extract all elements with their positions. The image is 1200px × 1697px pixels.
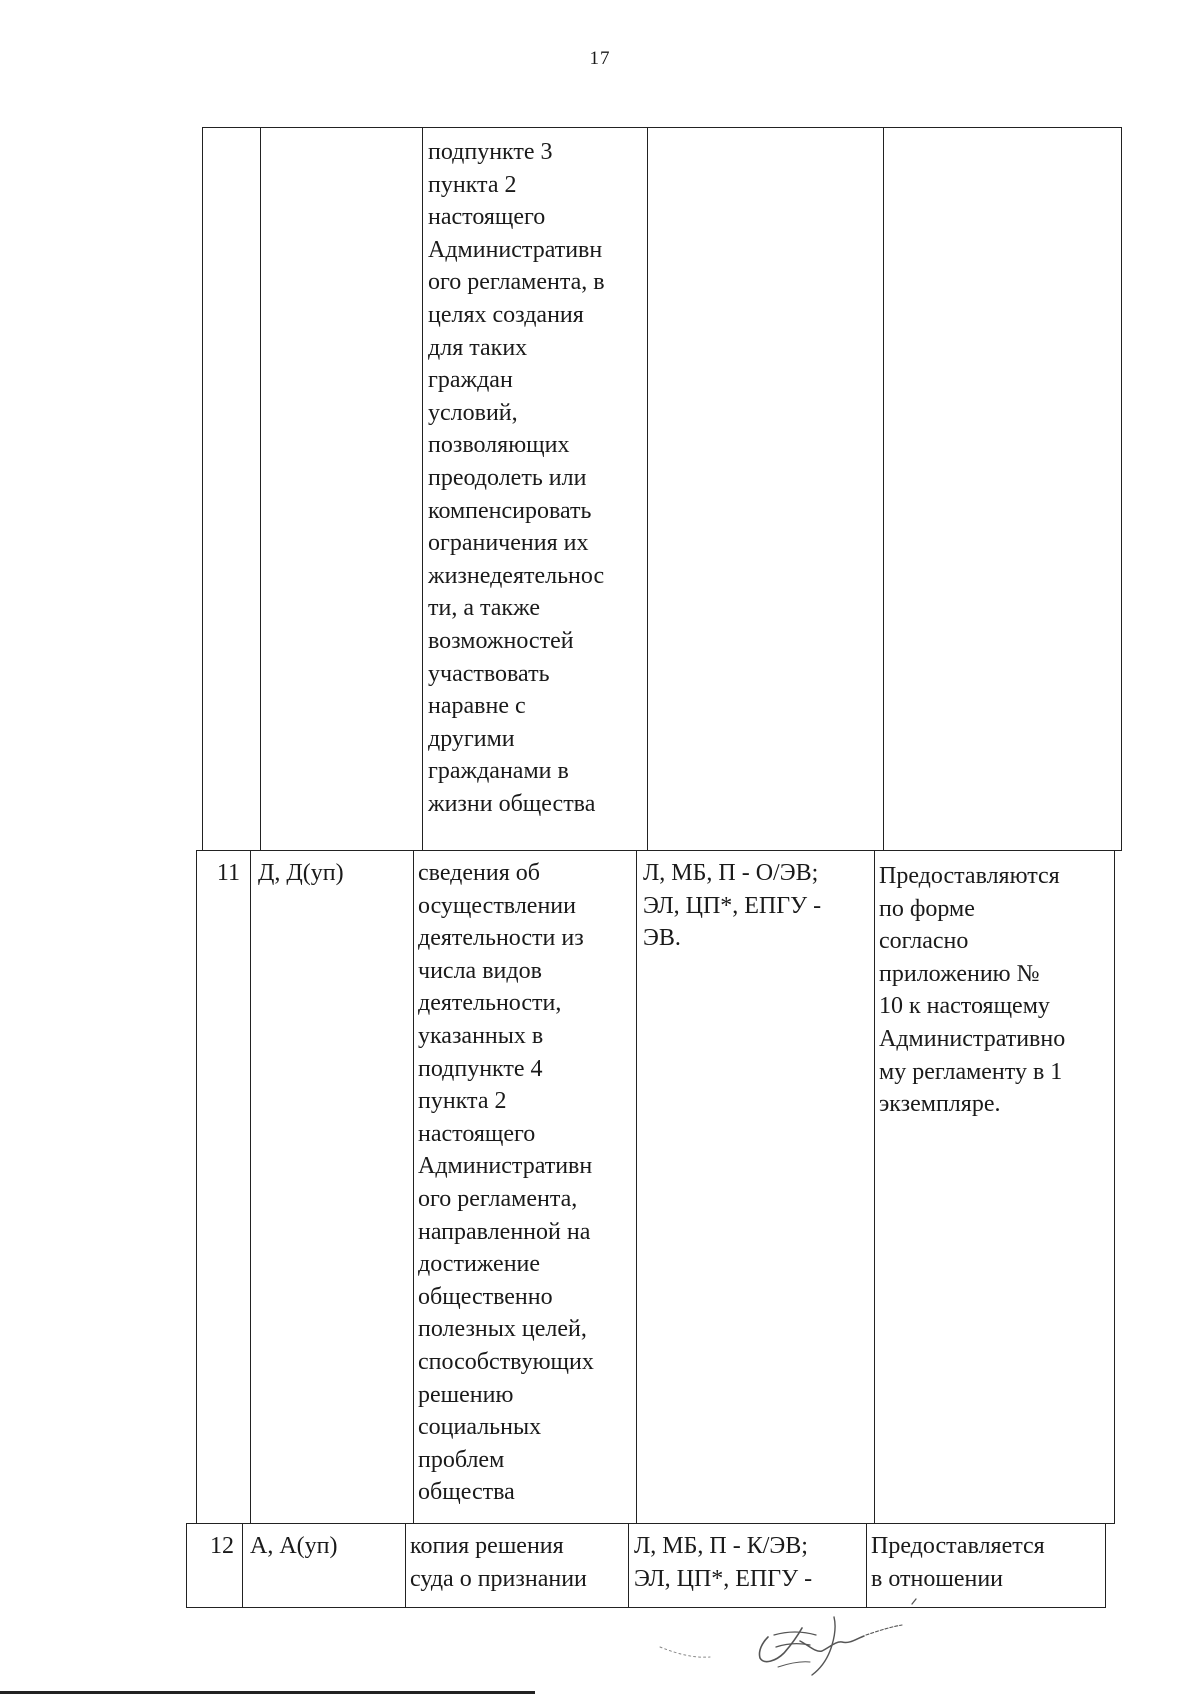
note-cell: Предоставляется в отношении	[871, 1533, 1045, 1592]
applicant-code-cell: Д, Д(уп)	[258, 860, 344, 886]
applicant-code-cell: А, А(уп)	[250, 1533, 338, 1559]
document-name-cell: копия решения суда о признании	[410, 1533, 587, 1592]
signature-mark	[650, 1595, 930, 1680]
row-number-cell: 11	[216, 860, 240, 886]
bottom-rule	[0, 1691, 535, 1694]
document-name-cell: подпункте 3 пункта 2 настоящего Административн ого регламента, в целях создания для таких граждан условий, позволяющих преодолеть или компенсировать ограничения их жизнедеятельнос ти, а также возможностей участвовать наравне с другими гражданами в жизни общества	[428, 139, 605, 817]
note-cell: Предоставляются по форме согласно приложению № 10 к настоящему Административно му регламенту в 1 экземпляре.	[879, 863, 1066, 1118]
page-number: 17	[589, 48, 611, 69]
note-cell	[888, 132, 1118, 136]
applicant-code-cell	[266, 132, 416, 136]
row-number-cell: 12	[210, 1533, 234, 1559]
submission-form-cell: Л, МБ, П - К/ЭВ; ЭЛ, ЦП*, ЕПГУ -	[634, 1533, 813, 1592]
document-name-cell: сведения об осуществлении деятельности из числа видов деятельности, указанных в подпункте 4 пункта 2 настоящего Административн ого регламента, направленной на достижение общественно полезных целей, способствующих решению социальных проблем общества	[418, 860, 594, 1506]
row-number-cell	[206, 132, 256, 136]
submission-form-cell	[652, 132, 880, 136]
submission-form-cell: Л, МБ, П - О/ЭВ; ЭЛ, ЦП*, ЕПГУ - ЭВ.	[643, 860, 822, 952]
